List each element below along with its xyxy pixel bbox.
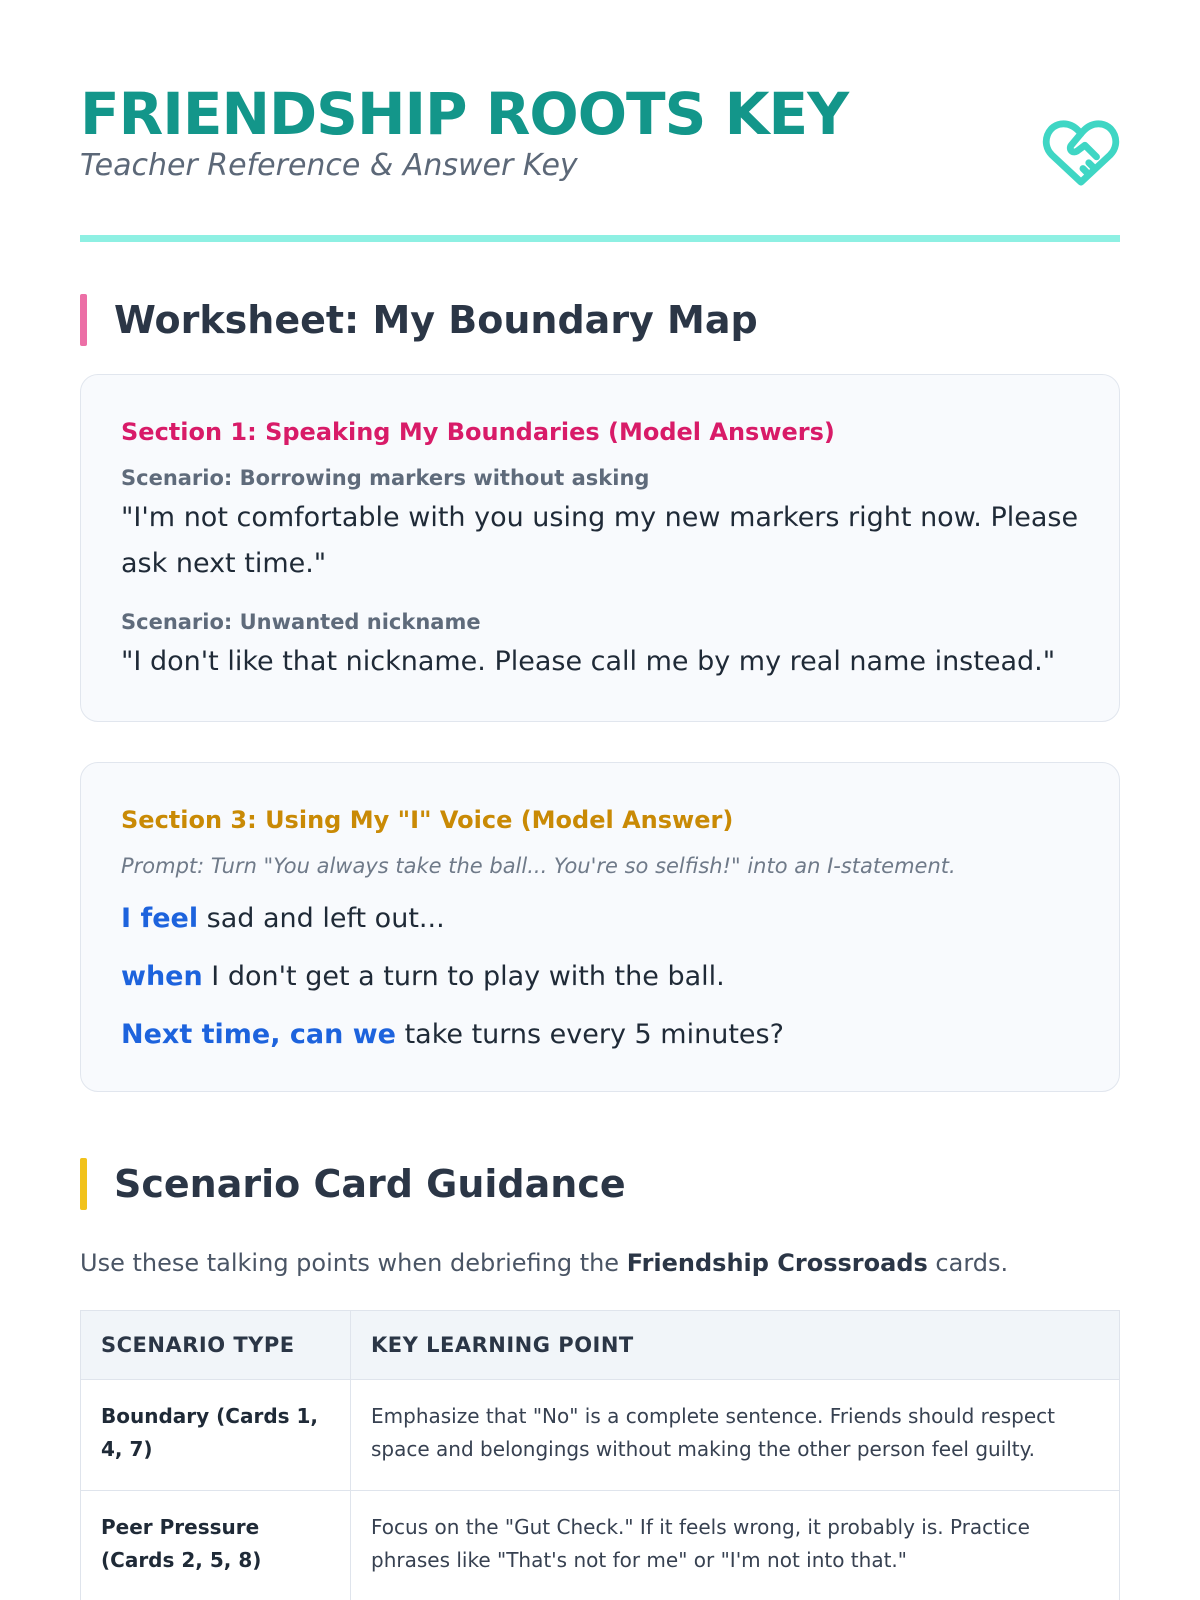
worksheet-heading: Worksheet: My Boundary Map: [80, 292, 1120, 348]
intro-text: Use these talking points when debriefing the: [80, 1249, 627, 1277]
i-statement-line: [121, 957, 1079, 997]
scenario-answer: "I don't like that nickname. Please call me by my real name instead.": [121, 646, 1056, 677]
section-3-prompt: Prompt: Turn "You always take the ball... You're so selfish!" into an I-statement.: [121, 854, 956, 878]
i-statement-text: take turns every 5 minutes?: [396, 1019, 784, 1050]
section-3-card: [80, 762, 1120, 1092]
table-row: [81, 1380, 1120, 1491]
scenario-label: Scenario: Borrowing markers without asking: [121, 466, 650, 490]
scenario-answer: "I'm not comfortable with you using my new markers right now. Please ask next time.": [121, 502, 1079, 579]
section-3-title: Section 3: Using My "I" Voice (Model Answer): [121, 806, 734, 834]
guidance-heading: Scenario Card Guidance: [80, 1156, 1120, 1212]
guidance-intro: [80, 1246, 1120, 1280]
learning-point-cell: Emphasize that "No" is a complete sentence. Friends should respect space and belongings without making the other person feel guilty.: [351, 1380, 1120, 1491]
i-statement-keyword: when: [121, 961, 203, 992]
i-statement-keyword: Next time, can we: [121, 1019, 396, 1050]
heart-handshake-icon: [1042, 118, 1120, 188]
i-statement-keyword: I feel: [121, 903, 199, 934]
intro-bold-text: Friendship Crossroads: [626, 1249, 928, 1277]
learning-point-cell: Focus on the "Gut Check." If it feels wrong, it probably is. Practice phrases like "That's not for me" or "I'm not into that.": [351, 1491, 1120, 1600]
scenario-label: Scenario: Unwanted nickname: [121, 610, 481, 634]
scenario-type-cell: Boundary (Cards 1, 4, 7): [81, 1380, 351, 1491]
table-header-row: [81, 1311, 1120, 1380]
intro-text-end: cards.: [927, 1249, 1009, 1277]
column-header-key-learning-point: KEY LEARNING POINT: [351, 1311, 1120, 1380]
i-statement-text: sad and left out...: [198, 903, 445, 934]
document-header: [80, 0, 1120, 242]
i-statement-line: [121, 1015, 1079, 1055]
section-1-card: [80, 374, 1120, 722]
table-row: [81, 1491, 1120, 1600]
scenario-type-cell: Peer Pressure (Cards 2, 5, 8): [81, 1491, 351, 1600]
section-1-title: Section 1: Speaking My Boundaries (Model Answers): [121, 418, 835, 446]
column-header-scenario-type: SCENARIO TYPE: [81, 1311, 351, 1380]
i-statement-line: [121, 899, 1079, 939]
document-title: FRIENDSHIP ROOTS KEY: [80, 80, 849, 148]
i-statement-text: I don't get a turn to play with the ball.: [202, 961, 725, 992]
guidance-table: [80, 1310, 1120, 1600]
document-subtitle: Teacher Reference & Answer Key: [80, 148, 578, 183]
